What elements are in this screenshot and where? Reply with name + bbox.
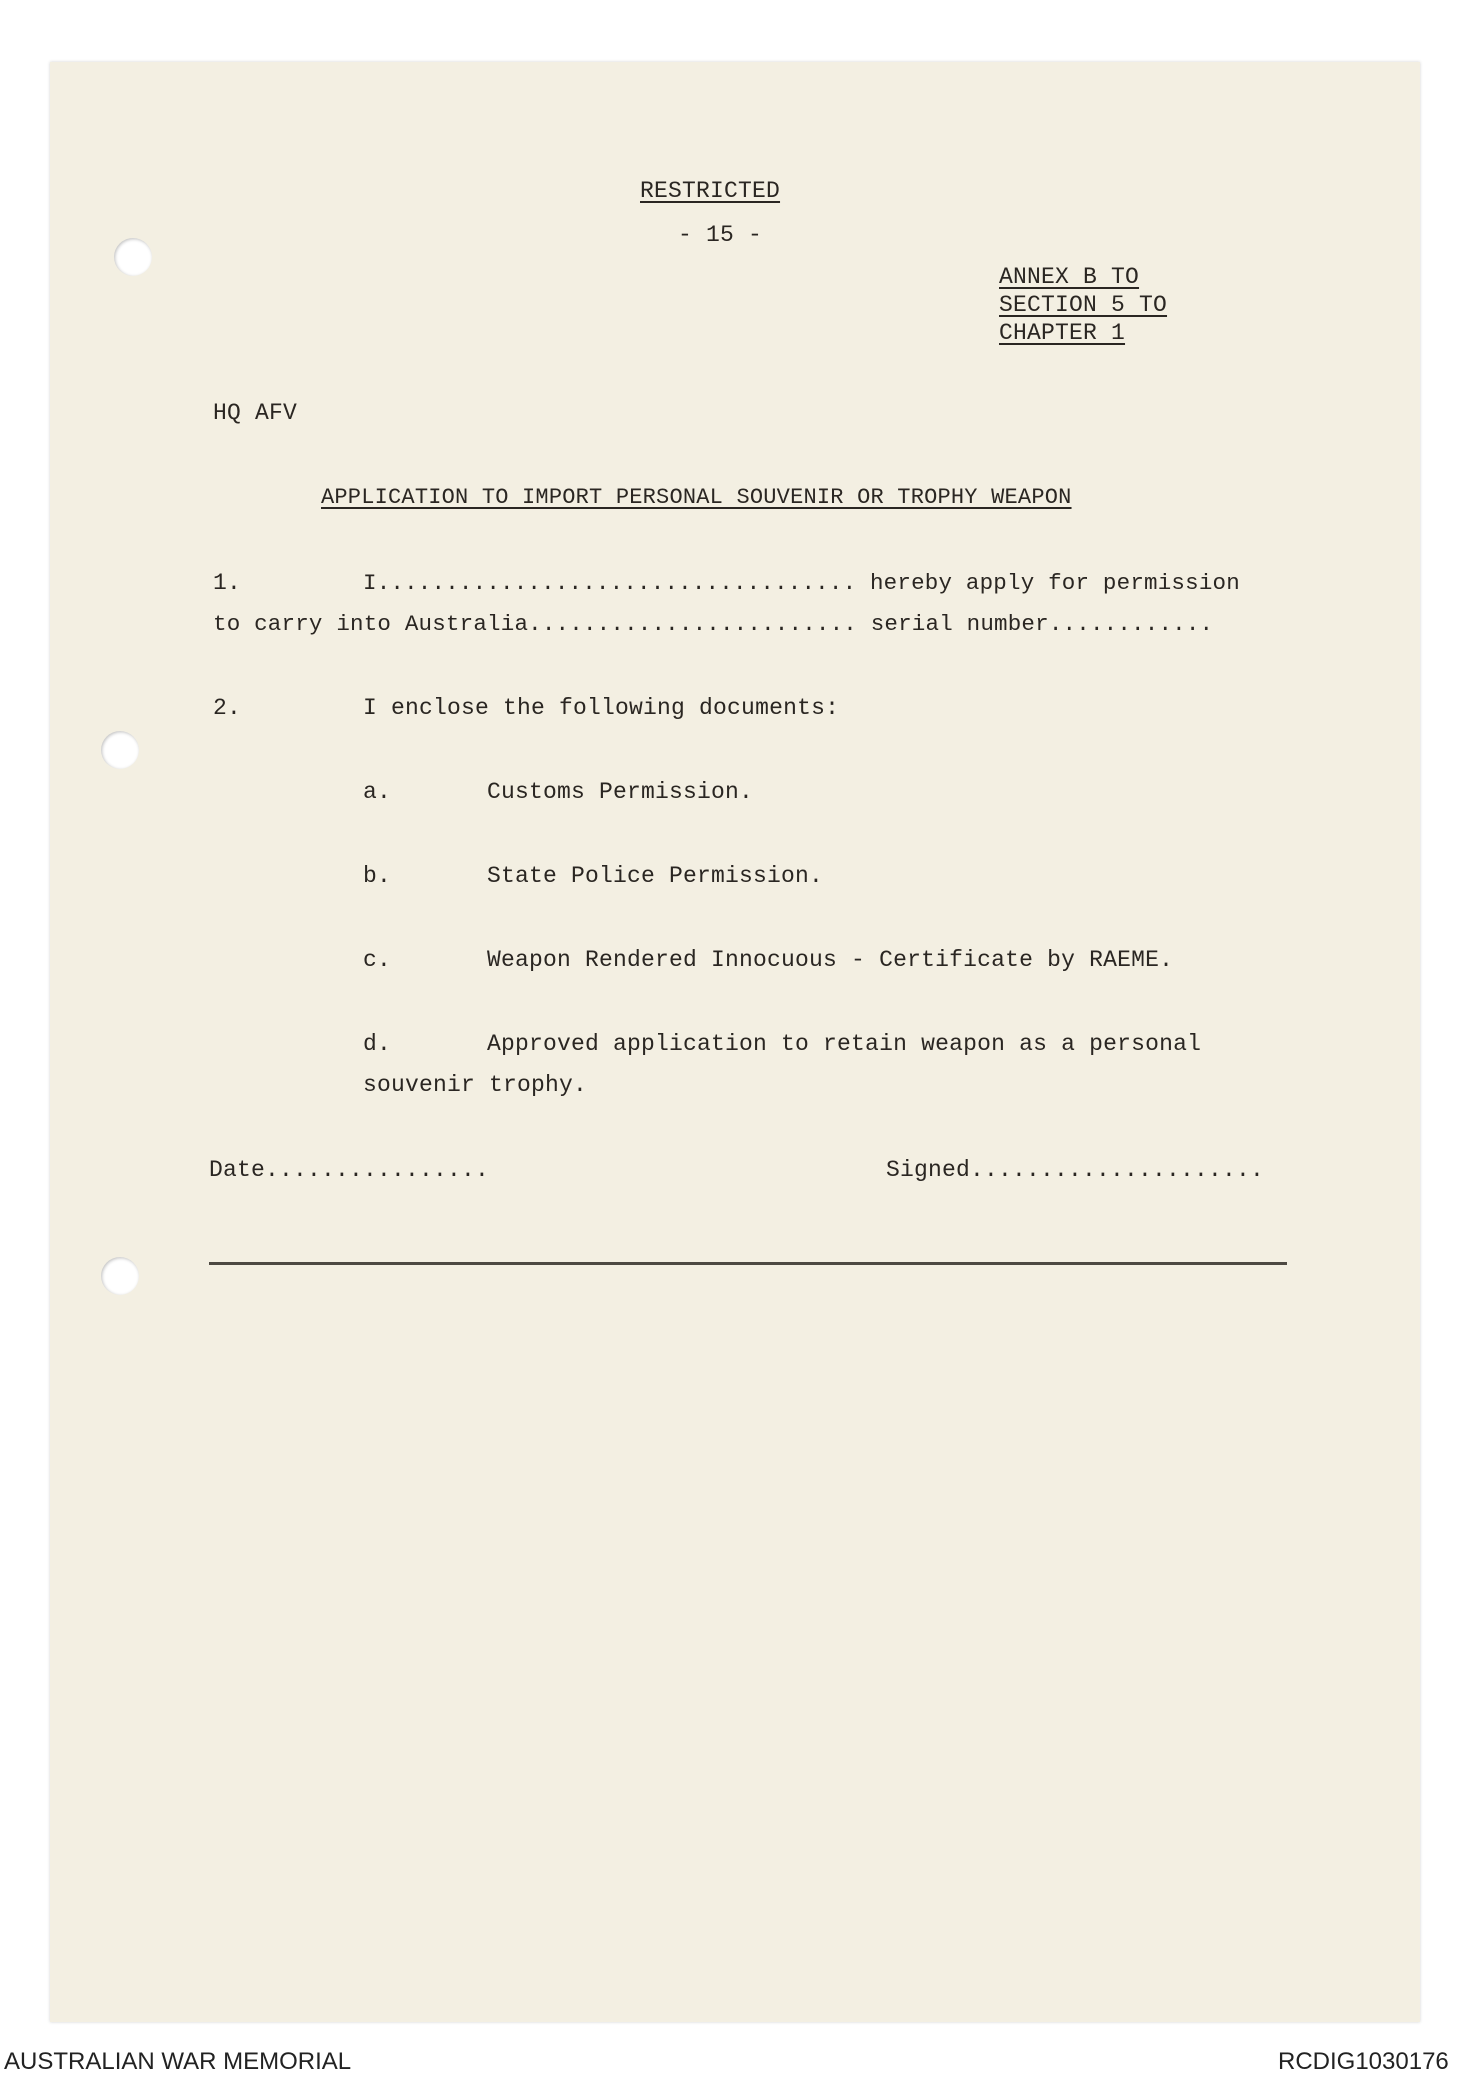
para2-number: 2. [213,695,242,721]
item-a-letter: a. [363,779,392,805]
classification-marking: RESTRICTED [640,178,781,204]
punch-hole-middle [101,731,139,769]
closing-rule [209,1262,1287,1265]
para1-number: 1. [213,570,242,596]
item-c-letter: c. [363,947,392,973]
annex-line-3: CHAPTER 1 [999,320,1126,346]
punch-hole-top [114,238,152,276]
document-title: APPLICATION TO IMPORT PERSONAL SOUVENIR OR TROPHY WEAPON [321,485,1072,510]
punch-hole-bottom [101,1257,139,1295]
annex-line-1: ANNEX B TO [999,264,1140,290]
record-id: RCDIG1030176 [1278,2048,1449,2075]
page-number: - 15 - [678,222,763,248]
para1-line1: I................................... hereby apply for permission [363,570,1240,596]
para1-line2: to carry into Australia........................ serial number............ [213,611,1214,637]
item-b-text: State Police Permission. [487,863,824,889]
addressee: HQ AFV [213,400,298,426]
archive-label: AUSTRALIAN WAR MEMORIAL [4,2048,352,2075]
para2-text: I enclose the following documents: [363,695,840,721]
date-field: Date................ [209,1157,490,1183]
signed-field: Signed..................... [886,1157,1265,1183]
item-c-text: Weapon Rendered Innocuous - Certificate by RAEME. [487,947,1174,973]
item-d-continuation: souvenir trophy. [363,1072,588,1098]
item-b-letter: b. [363,863,392,889]
annex-line-2: SECTION 5 TO [999,292,1168,318]
item-d-letter: d. [363,1031,392,1057]
item-d-text: Approved application to retain weapon as a personal [487,1031,1202,1057]
item-a-text: Customs Permission. [487,779,754,805]
